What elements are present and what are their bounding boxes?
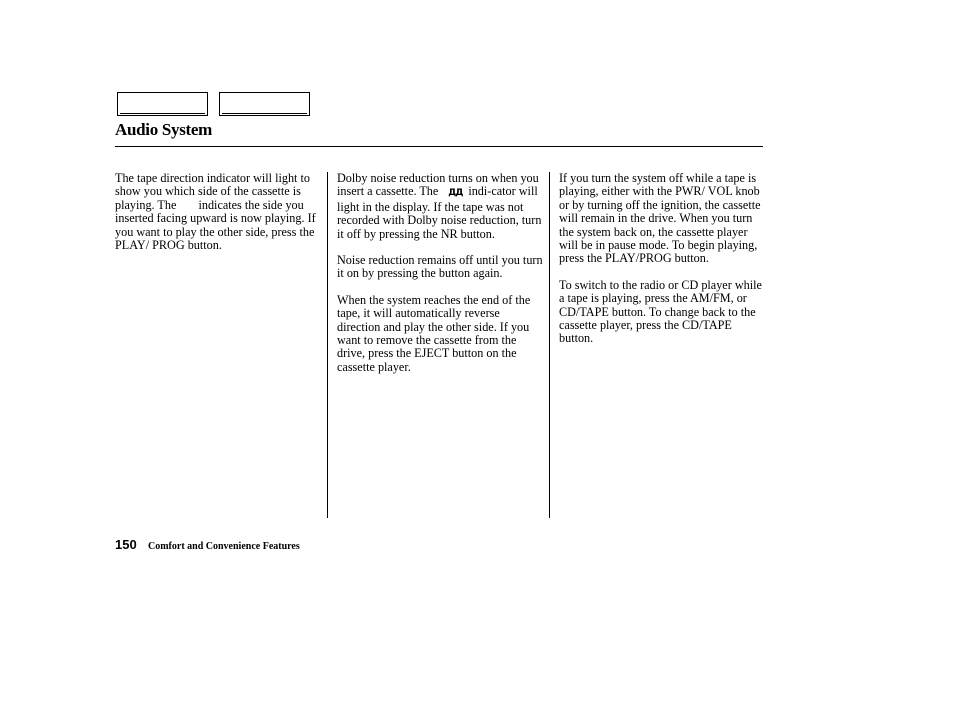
tape-direction-paragraph [115, 172, 321, 252]
page-title: Audio System [115, 120, 212, 139]
auto-reverse-paragraph: When the system reaches the end of the tape, it will automatically reverse direction and play the other side. If you want to remove the cassette from the drive, press the EJECT button on the cassette player. [337, 292, 531, 374]
column-divider-2 [549, 172, 550, 518]
system-off-paragraph: If you turn the system off while a tape is playing, either with the PWR/ VOL knob or by turning off the ignition, the cassette will remain in the drive. When you turn the system back on, the cassette player will be in pause mode. To begin playing, press the PLAY/PROG button. [559, 171, 761, 266]
noise-reduction-paragraph: Noise reduction remains off until you turn it on by pressing the button again. [337, 253, 543, 281]
page-number: 150 [115, 537, 137, 552]
tape-direction-text-after: indicates the side you inserted facing upward is now playing. If you want to play the other side, press the PLAY/ PROG button. [115, 197, 316, 253]
footer-section-title: Comfort and Convenience Features [148, 541, 300, 552]
text-column-3 [559, 172, 765, 359]
dolby-text-before: Dolby noise reduction turns on when you insert a cassette. The [337, 171, 539, 199]
text-column-2 [337, 172, 543, 387]
text-column-1 [115, 172, 321, 265]
title-rule [115, 146, 763, 147]
dolby-paragraph [337, 172, 543, 241]
tape-direction-text-before: The tape direction indicator will light to show you which side of the cassette is playing. The [115, 171, 310, 212]
header-tab-box-1 [117, 92, 208, 116]
dolby-icon: ДД [448, 188, 463, 199]
header-tab-box-2 [219, 92, 310, 116]
switch-source-paragraph: To switch to the radio or CD player while a tape is playing, press the AM/FM, or CD/TAPE button. To change back to the cassette player, press the CD/TAPE button. [559, 277, 762, 346]
column-divider-1 [327, 172, 328, 518]
dolby-text-after: indi-cator will light in the display. If the tape was not recorded with Dolby noise reduction, turn it off by pressing the NR button. [337, 184, 542, 241]
